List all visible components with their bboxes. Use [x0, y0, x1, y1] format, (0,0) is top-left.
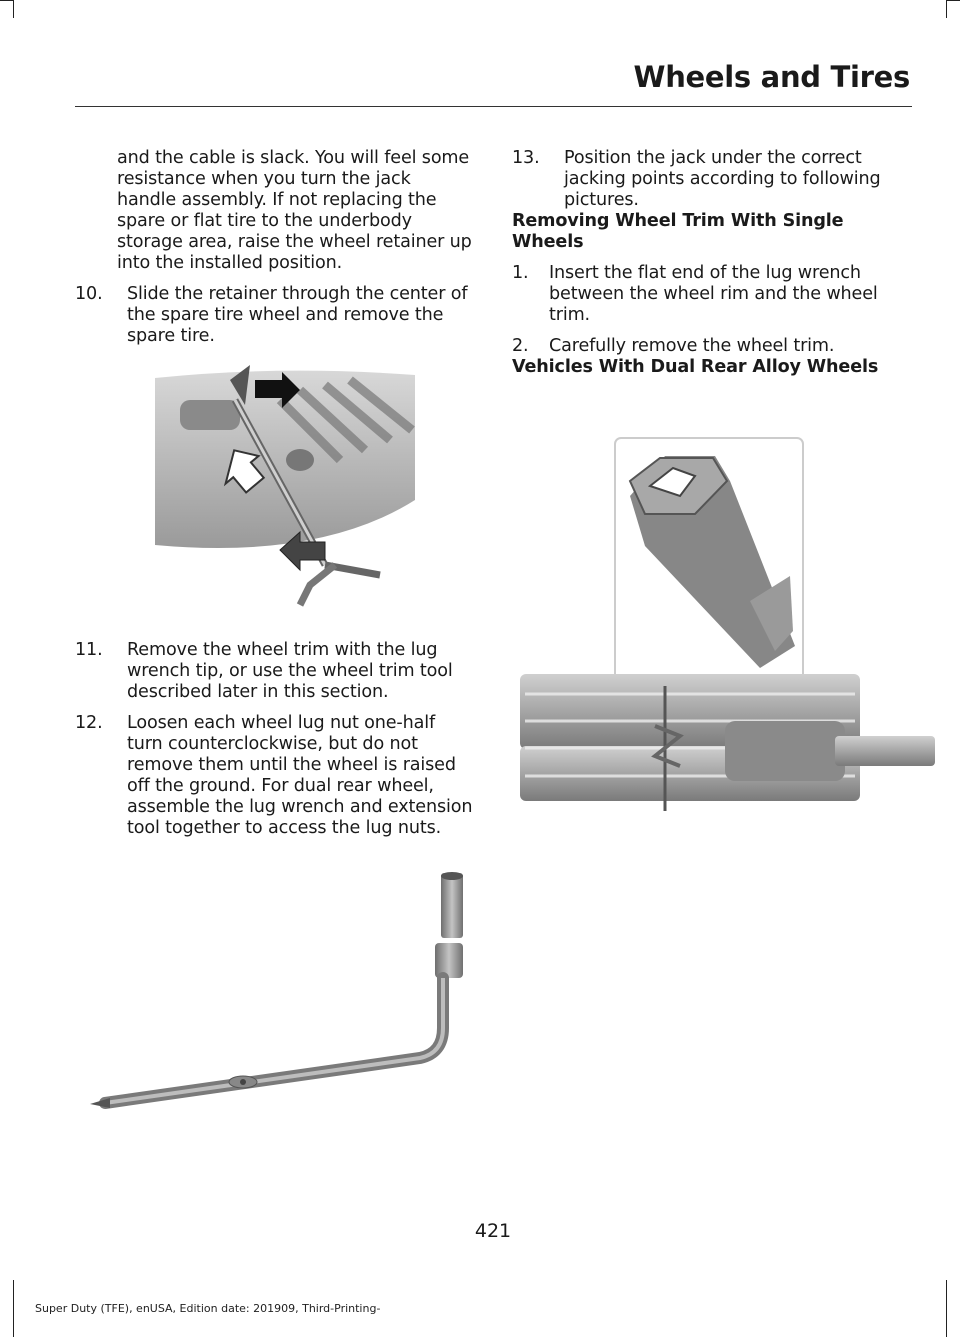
continuation-paragraph: and the cable is slack. You will feel some resistance when you turn the jack handle assembly. If not replacing the spare or flat tire to the underbody storage area, raise the wheel retainer up into the installed position.	[117, 148, 472, 273]
crop-mark	[0, 0, 13, 1]
crop-mark	[13, 0, 14, 18]
left-column-bottom	[75, 640, 475, 839]
step-13	[512, 148, 912, 211]
step-number: 1.	[512, 263, 529, 283]
step-text: Position the jack under the correct jacking points according to following pictures.	[564, 148, 881, 210]
retainer-removal-illustration	[150, 360, 420, 618]
section-heading: Removing Wheel Trim With Single Wheels	[512, 211, 844, 252]
step-number: 10.	[75, 284, 103, 304]
page-number: 421	[474, 1220, 512, 1242]
lug-wrench-illustration	[85, 868, 475, 1118]
step-text: Loosen each wheel lug nut one-half turn counterclockwise, but do not remove them until the wheel is raised off the ground. For dual rear wheel, assemble the lug wrench and extension tool together to access the lug nuts.	[127, 713, 473, 838]
step-12	[75, 713, 475, 839]
crop-mark	[946, 1280, 947, 1337]
step-1	[512, 263, 912, 326]
step-text: Insert the flat end of the lug wrench between the wheel rim and the wheel trim.	[549, 263, 878, 325]
right-column	[512, 148, 912, 378]
step-number: 12.	[75, 713, 103, 733]
step-text: Carefully remove the wheel trim.	[549, 336, 835, 356]
step-number: 2.	[512, 336, 529, 356]
wheel-trim-tool-illustration	[515, 436, 940, 828]
step-text: Slide the retainer through the center of the spare tire wheel and remove the spare tire.	[127, 284, 468, 346]
crop-mark	[946, 0, 947, 18]
left-column-top	[75, 148, 475, 347]
page-title: Wheels and Tires	[633, 60, 910, 94]
crop-mark	[13, 1280, 14, 1337]
step-number: 13.	[512, 148, 540, 168]
header-rule	[75, 106, 912, 107]
footer-edition: Super Duty (TFE), enUSA, Edition date: 201909, Third-Printing-	[35, 1302, 381, 1315]
section-heading: Vehicles With Dual Rear Alloy Wheels	[512, 357, 879, 377]
step-11	[75, 640, 475, 703]
step-number: 11.	[75, 640, 103, 660]
step-2	[512, 336, 912, 357]
step-text: Remove the wheel trim with the lug wrench tip, or use the wheel trim tool described later in this section.	[127, 640, 453, 702]
crop-mark	[947, 0, 960, 1]
step-10	[75, 284, 475, 347]
